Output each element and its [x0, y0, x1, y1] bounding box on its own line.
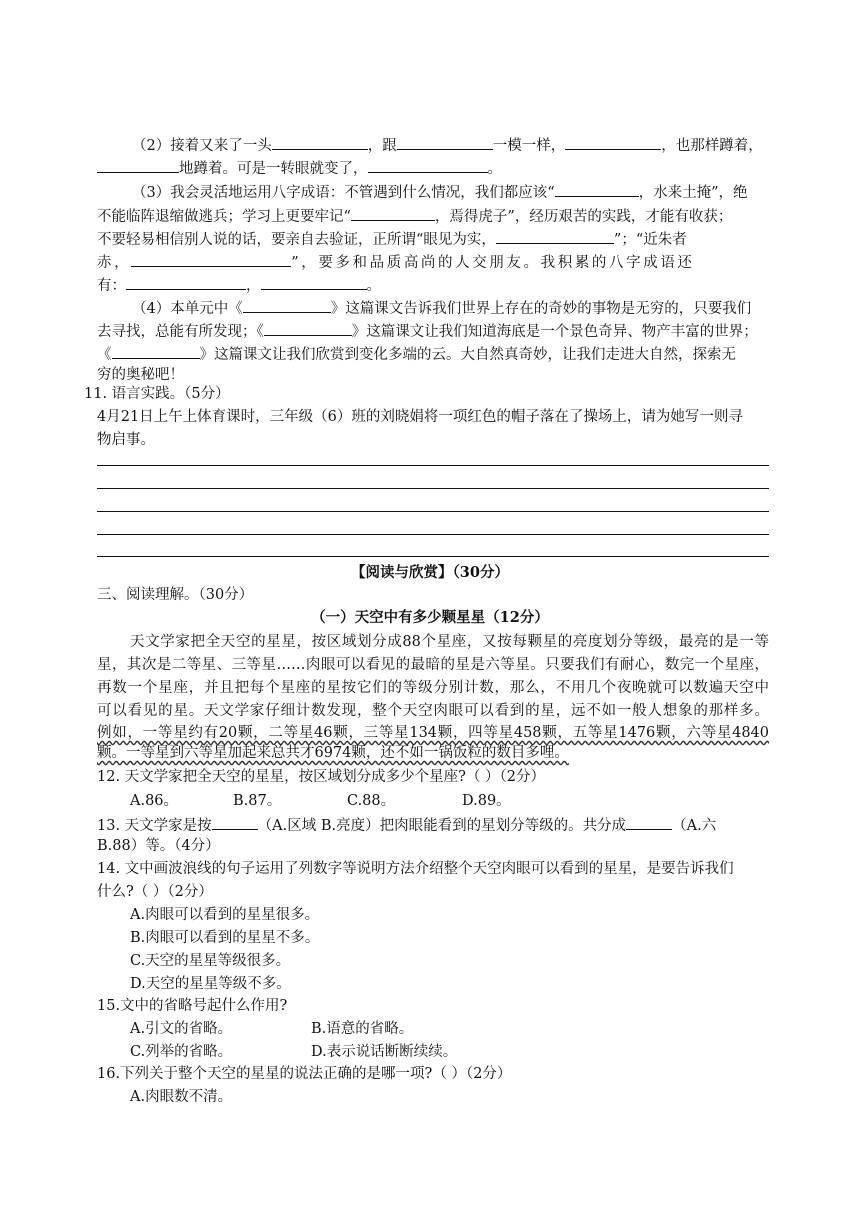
q11-prompt-line2: 物启事。 [97, 432, 155, 448]
q15-stem: 15.文中的省略号起什么作用? [97, 998, 288, 1014]
fill-blank[interactable] [131, 250, 291, 267]
q10-p2-line2: 地蹲着。可是一转眼就变了， 。 [97, 156, 502, 179]
q14-stem-line1: 14. 文中画波浪线的句子运用了列数字等说明方法介绍整个天空肉眼可以看到的星星，是要告诉我们 [97, 861, 734, 877]
q14-option-a[interactable]: A.肉眼可以看到的星星很多。 [130, 907, 320, 923]
fill-blank[interactable] [264, 319, 352, 336]
q16-stem: 16.下列关于整个天空的星星的说法正确的是哪一项?（ ）（2分） [97, 1066, 512, 1082]
fill-blank[interactable] [243, 296, 331, 313]
q14-option-b[interactable]: B.肉眼可以看到的星星不多。 [130, 930, 320, 946]
writing-line[interactable] [97, 488, 769, 489]
q11-title: 11. 语言实践。（5分） [84, 386, 230, 402]
q15-option-b[interactable]: B.语意的省略。 [311, 1021, 414, 1037]
q14-stem-line2: 什么?（ ）（2分） [97, 884, 213, 900]
q16-option-a[interactable]: A.肉眼数不清。 [130, 1089, 233, 1105]
q15-option-d[interactable]: D.表示说话断断续续。 [311, 1044, 458, 1060]
q10-p3-line4: 赤， ”，要多和品质高尚的人交朋友。我积累的八字成语还 [97, 250, 695, 273]
fill-blank[interactable] [397, 133, 493, 150]
q12-option-b[interactable]: B.87。 [233, 793, 282, 809]
part3-title: 三、阅读理解。（30分） [97, 587, 254, 603]
q13-line2: B.88）等。（4分） [97, 838, 220, 854]
passage-wavy-line: 颗。一等星到六等星加起来总共才6974颗，还不如一锅饭粒的数目多哩。 [97, 745, 569, 761]
q10-p4-line3: 《 》这篇课文让我们欣赏到变化多端的云。大自然真奇妙，让我们走进大自然，探索无 [97, 342, 736, 365]
q10-p3-line5: 有： ， 。 [97, 273, 381, 296]
passage-wavy-line: 例如，一等星约有20颗，二等星46颗，三等星134颗，四等星458颗，五等星1476颗，六等星4840 [97, 725, 769, 741]
passage-line: 星，其次是二等星、三等星……肉眼可以看见的最暗的星是六等星。只要我们有耐心，数完一个星座， [97, 657, 769, 673]
q10-p3-line1: （3）我会灵活地运用八字成语：不管遇到什么情况，我们都应该“ ，水来土掩”，绝 [132, 180, 748, 203]
fill-blank[interactable] [112, 342, 200, 359]
q10-p4-line4: 穷的奥秘吧！ [97, 367, 184, 383]
fill-blank[interactable] [212, 813, 258, 830]
passage-title: （一）天空中有多少颗星星（12分） [311, 609, 549, 626]
q15-option-a[interactable]: A.引文的省略。 [130, 1021, 233, 1037]
fill-blank[interactable] [261, 273, 367, 290]
q11-prompt-line1: 4月21日上午上体育课时，三年级（6）班的刘晓娟将一项红色的帽子落在了操场上，请为她写一则寻 [97, 409, 743, 425]
fill-blank[interactable] [565, 133, 661, 150]
q15-option-c[interactable]: C.列举的省略。 [130, 1044, 233, 1060]
writing-line[interactable] [97, 556, 769, 557]
q10-p4-line2: 去寻找，总能有所发现；《 》这篇课文让我们知道海底是一个景色奇异、物产丰富的世界； [97, 319, 758, 342]
fill-blank[interactable] [555, 180, 639, 197]
q12-option-c[interactable]: C.88。 [347, 793, 396, 809]
passage-line: 再数一个星座，并且把每个星座的星按它们的等级分别计数，那么，不用几个夜晚就可以数遍天空中 [97, 680, 769, 696]
q12-option-d[interactable]: D.89。 [462, 793, 511, 809]
q12-stem: 12. 天文学家把全天空的星星，按区域划分成多少个星座?（ ）（2分） [97, 769, 546, 785]
passage-line: 天文学家把全天空的星星，按区域划分成88个星座，又按每颗星的亮度划分等级，最亮的是一等 [130, 634, 769, 650]
q14-option-d[interactable]: D.天空的星星等级不多。 [130, 976, 291, 992]
fill-blank[interactable] [496, 227, 614, 244]
passage-line: 可以看见的星。天文学家仔细计数发现，整个天空肉眼可以看到的星，远不如一般人想象的那样多。 [97, 703, 769, 719]
q10-p4-line1: （4）本单元中《 》这篇课文告诉我们世界上存在的奇妙的事物是无穷的，只要我们 [132, 296, 751, 319]
q10-p3-line3: 不要轻易相信别人说的话，要亲自去验证，正所谓“眼见为实， ”；“近朱者 [97, 227, 687, 250]
q13-line1: 13. 天文学家是按 （A.区域 B.亮度）把肉眼能看到的星划分等级的。共分成 （A.六 [97, 813, 716, 836]
writing-line[interactable] [97, 511, 769, 512]
q10-p3-line2: 不能临阵退缩做逃兵；学习上更要牢记“ ，焉得虎子”，经历艰苦的实践，才能有收获； [97, 204, 732, 227]
fill-blank[interactable] [351, 204, 435, 221]
q12-option-a[interactable]: A.86。 [130, 793, 179, 809]
fill-blank[interactable] [126, 273, 246, 290]
section-heading: 【阅读与欣赏】（30分） [351, 564, 509, 581]
q14-option-c[interactable]: C.天空的星星等级很多。 [130, 953, 291, 969]
fill-blank[interactable] [97, 156, 179, 173]
q10-p2-line1: （2）接着又来了一头 ，跟 一模一样， ，也那样蹲着， [132, 133, 763, 156]
fill-blank[interactable] [272, 133, 368, 150]
writing-line[interactable] [97, 534, 769, 535]
fill-blank[interactable] [368, 156, 488, 173]
writing-line[interactable] [97, 465, 769, 466]
fill-blank[interactable] [626, 813, 672, 830]
